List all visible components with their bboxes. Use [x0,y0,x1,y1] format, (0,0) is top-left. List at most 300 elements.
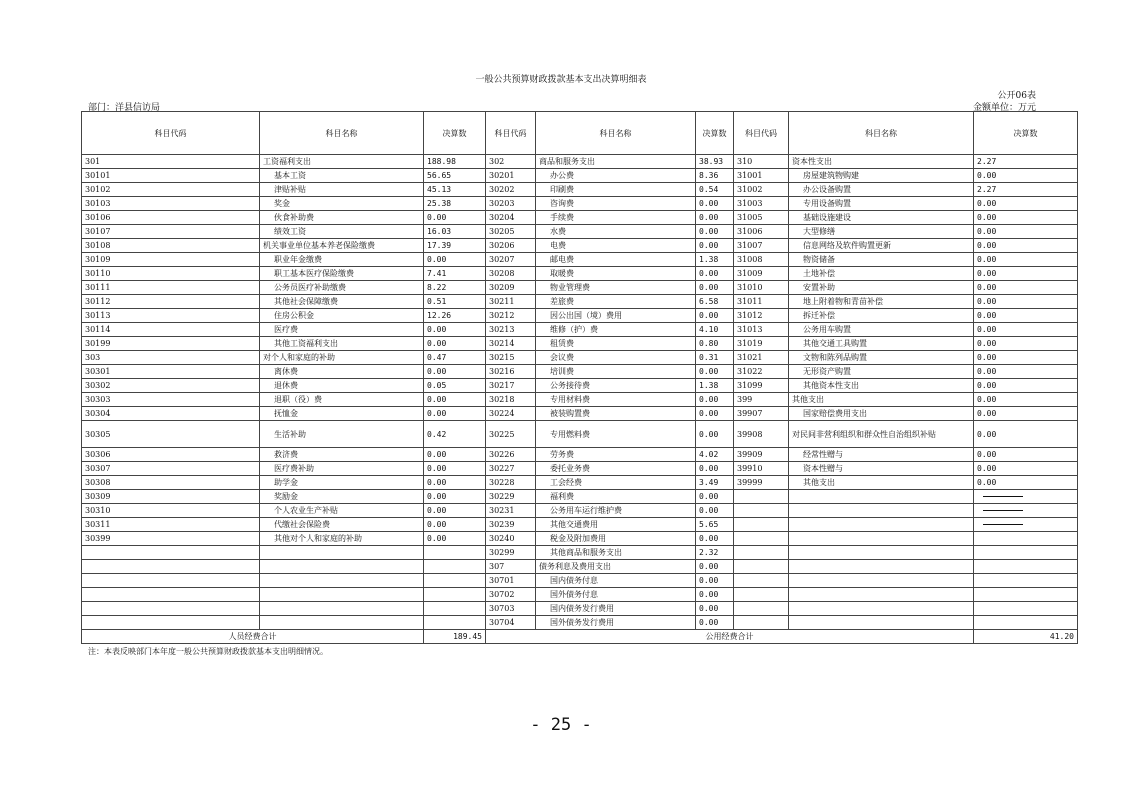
name-cell: 公务接待费 [536,379,696,393]
code-cell: 30114 [82,323,260,337]
name-cell [789,518,974,532]
table-row [82,351,1078,365]
amount-cell: 0.00 [696,462,734,476]
code-cell: 30101 [82,169,260,183]
name-cell: 国外债务付息 [536,588,696,602]
code-cell: 30205 [486,225,536,239]
name-cell [260,560,424,574]
amount-cell: 0.00 [696,616,734,630]
code-cell: 31001 [734,169,789,183]
code-cell: 31010 [734,281,789,295]
code-cell: 31021 [734,351,789,365]
name-cell [260,616,424,630]
expenditure-detail-table [81,111,1078,644]
table-row [82,393,1078,407]
amount-cell: 0.00 [974,281,1078,295]
code-cell [82,602,260,616]
code-cell: 30309 [82,490,260,504]
amount-cell: 0.00 [974,421,1078,448]
name-cell: 拆迁补偿 [789,309,974,323]
code-cell: 31002 [734,183,789,197]
name-cell: 物业管理费 [536,281,696,295]
name-cell [789,602,974,616]
amount-cell: 0.00 [696,588,734,602]
amount-cell: 0.00 [696,421,734,448]
name-cell: 无形资产购置 [789,365,974,379]
code-cell: 30226 [486,448,536,462]
name-cell: 其他商品和服务支出 [536,546,696,560]
amount-cell: 0.00 [424,476,486,490]
code-cell: 30302 [82,379,260,393]
header-cell: 决算数 [974,112,1078,155]
table-row [82,616,1078,630]
name-cell: 维修（护）费 [536,323,696,337]
amount-cell: 0.54 [696,183,734,197]
amount-cell: 0.00 [424,211,486,225]
code-cell: 30307 [82,462,260,476]
table-note: 注：本表反映部门本年度一般公共预算财政拨款基本支出明细情况。 [88,647,328,656]
amount-cell: 188.98 [424,155,486,169]
code-cell: 30702 [486,588,536,602]
name-cell: 经常性赠与 [789,448,974,462]
table-row [82,602,1078,616]
code-cell: 30228 [486,476,536,490]
amount-cell: 56.65 [424,169,486,183]
header-cell: 科目名称 [789,112,974,155]
code-cell: 30112 [82,295,260,309]
code-cell [734,532,789,546]
dash-line [983,524,1023,525]
amount-cell [424,546,486,560]
code-cell [82,560,260,574]
amount-cell: 0.00 [696,267,734,281]
name-cell: 对个人和家庭的补助 [260,351,424,365]
amount-cell: 7.41 [424,267,486,281]
name-cell: 咨询费 [536,197,696,211]
header-cell: 科目代码 [486,112,536,155]
table-code: 公开06表 [997,91,1036,101]
code-cell [82,588,260,602]
table-row [82,267,1078,281]
amount-cell [424,560,486,574]
amount-cell: 0.00 [424,504,486,518]
name-cell: 办公费 [536,169,696,183]
table-row [82,225,1078,239]
code-cell: 30308 [82,476,260,490]
amount-cell: 0.00 [974,393,1078,407]
code-cell: 310 [734,155,789,169]
table-row [82,476,1078,490]
code-cell: 301 [82,155,260,169]
name-cell: 国内债务发行费用 [536,602,696,616]
table-row [82,490,1078,504]
name-cell: 福利费 [536,490,696,504]
header-cell: 科目名称 [536,112,696,155]
amount-cell [424,574,486,588]
amount-cell [974,546,1078,560]
name-cell: 被装购置费 [536,407,696,421]
report-title: 一般公共预算财政拨款基本支出决算明细表 [475,75,647,85]
amount-cell: 4.10 [696,323,734,337]
amount-cell: 0.00 [974,379,1078,393]
name-cell [260,546,424,560]
table-row [82,588,1078,602]
amount-cell: 0.00 [696,309,734,323]
name-cell: 房屋建筑物购建 [789,169,974,183]
header-cell: 决算数 [696,112,734,155]
table-row [82,337,1078,351]
amount-cell: 0.00 [974,337,1078,351]
table-row [82,532,1078,546]
table-row [82,253,1078,267]
code-cell: 31006 [734,225,789,239]
table-row [82,309,1078,323]
name-cell: 债务利息及费用支出 [536,560,696,574]
header-cell: 决算数 [424,112,486,155]
amount-cell: 0.00 [974,448,1078,462]
table-row [82,281,1078,295]
table-row [82,197,1078,211]
code-cell: 30701 [486,574,536,588]
amount-cell: 45.13 [424,183,486,197]
amount-cell: 0.00 [696,574,734,588]
name-cell: 其他交通工具购置 [789,337,974,351]
name-cell: 印刷费 [536,183,696,197]
amount-unit-label: 金额单位：万元 [972,103,1036,113]
amount-cell: 0.00 [424,532,486,546]
code-cell: 31022 [734,365,789,379]
personnel-total-label: 人员经费合计 [82,630,424,644]
code-cell: 30212 [486,309,536,323]
code-cell [734,616,789,630]
header-cell: 科目代码 [734,112,789,155]
code-cell: 30201 [486,169,536,183]
code-cell [734,490,789,504]
amount-cell: 0.00 [424,518,486,532]
amount-cell: 2.32 [696,546,734,560]
name-cell [260,588,424,602]
code-cell [734,504,789,518]
amount-cell: 0.00 [974,365,1078,379]
code-cell: 30231 [486,504,536,518]
name-cell: 劳务费 [536,448,696,462]
code-cell [734,518,789,532]
amount-cell: 8.22 [424,281,486,295]
name-cell [789,616,974,630]
amount-cell: 0.00 [696,239,734,253]
name-cell: 住房公积金 [260,309,424,323]
code-cell: 30703 [486,602,536,616]
name-cell: 地上附着物和青苗补偿 [789,295,974,309]
name-cell: 土地补偿 [789,267,974,281]
name-cell: 其他社会保障缴费 [260,295,424,309]
amount-cell [974,616,1078,630]
name-cell: 其他交通费用 [536,518,696,532]
name-cell: 租赁费 [536,337,696,351]
code-cell: 30108 [82,239,260,253]
table-row [82,169,1078,183]
amount-cell: 0.00 [974,211,1078,225]
amount-cell: 0.00 [974,462,1078,476]
name-cell: 其他资本性支出 [789,379,974,393]
amount-cell: 0.00 [974,323,1078,337]
code-cell: 31012 [734,309,789,323]
name-cell: 安置补助 [789,281,974,295]
amount-cell [974,518,1078,532]
code-cell: 30107 [82,225,260,239]
code-cell: 30199 [82,337,260,351]
table-row [82,365,1078,379]
table-row [82,518,1078,532]
amount-cell: 0.00 [424,323,486,337]
code-cell: 30229 [486,490,536,504]
name-cell: 职工基本医疗保险缴费 [260,267,424,281]
code-cell: 30103 [82,197,260,211]
name-cell: 退职（役）费 [260,393,424,407]
amount-cell [974,574,1078,588]
code-cell: 30214 [486,337,536,351]
code-cell: 30216 [486,365,536,379]
table-row [82,239,1078,253]
code-cell: 30203 [486,197,536,211]
amount-cell: 1.38 [696,253,734,267]
name-cell: 奖励金 [260,490,424,504]
name-cell: 绩效工资 [260,225,424,239]
table-row [82,295,1078,309]
name-cell: 生活补助 [260,421,424,448]
code-cell: 31005 [734,211,789,225]
name-cell: 工资福利支出 [260,155,424,169]
name-cell: 代缴社会保险费 [260,518,424,532]
header-cell: 科目名称 [260,112,424,155]
name-cell: 大型修缮 [789,225,974,239]
name-cell: 伙食补助费 [260,211,424,225]
personnel-total-value: 189.45 [424,630,486,644]
code-cell: 30209 [486,281,536,295]
code-cell [734,588,789,602]
code-cell: 30224 [486,407,536,421]
amount-cell [424,588,486,602]
table-row [82,421,1078,448]
code-cell: 31008 [734,253,789,267]
code-cell [734,574,789,588]
name-cell: 专用设备购置 [789,197,974,211]
code-cell: 30204 [486,211,536,225]
table-row [82,155,1078,169]
name-cell: 公务员医疗补助缴费 [260,281,424,295]
department-label: 部门：洋县信访局 [88,103,161,113]
table-row [82,462,1078,476]
name-cell: 差旅费 [536,295,696,309]
amount-cell: 0.51 [424,295,486,309]
code-cell: 30102 [82,183,260,197]
code-cell: 30704 [486,616,536,630]
code-cell: 30299 [486,546,536,560]
code-cell: 30218 [486,393,536,407]
name-cell: 资本性支出 [789,155,974,169]
name-cell: 培训费 [536,365,696,379]
code-cell: 30303 [82,393,260,407]
amount-cell: 0.00 [974,169,1078,183]
code-cell: 30306 [82,448,260,462]
amount-cell [974,532,1078,546]
amount-cell: 0.00 [974,309,1078,323]
public-total-label: 公用经费合计 [486,630,974,644]
code-cell: 30311 [82,518,260,532]
name-cell: 个人农业生产补贴 [260,504,424,518]
amount-cell: 4.02 [696,448,734,462]
name-cell: 机关事业单位基本养老保险缴费 [260,239,424,253]
name-cell: 文物和陈列品购置 [789,351,974,365]
amount-cell: 25.38 [424,197,486,211]
code-cell: 30305 [82,421,260,448]
name-cell: 其他支出 [789,476,974,490]
code-cell: 30207 [486,253,536,267]
amount-cell: 0.00 [974,253,1078,267]
code-cell: 30202 [486,183,536,197]
name-cell: 救济费 [260,448,424,462]
public-total-value: 41.20 [974,630,1078,644]
code-cell: 31019 [734,337,789,351]
name-cell: 办公设备购置 [789,183,974,197]
code-cell: 31003 [734,197,789,211]
amount-cell: 0.00 [696,602,734,616]
table-row [82,211,1078,225]
amount-cell [974,588,1078,602]
amount-cell: 0.00 [696,211,734,225]
amount-cell [424,602,486,616]
name-cell: 电费 [536,239,696,253]
name-cell: 公务用车购置 [789,323,974,337]
amount-cell: 0.00 [974,407,1078,421]
amount-cell: 0.00 [696,560,734,574]
amount-cell [424,616,486,630]
name-cell: 医疗费 [260,323,424,337]
name-cell: 水费 [536,225,696,239]
amount-cell: 0.00 [974,267,1078,281]
code-cell: 30304 [82,407,260,421]
name-cell: 其他对个人和家庭的补助 [260,532,424,546]
amount-cell: 0.00 [974,476,1078,490]
code-cell: 30301 [82,365,260,379]
code-cell: 302 [486,155,536,169]
code-cell: 30225 [486,421,536,448]
name-cell: 对民间非营利组织和群众性自治组织补贴 [789,421,974,448]
amount-cell: 0.00 [696,365,734,379]
table-row [82,379,1078,393]
name-cell: 其他支出 [789,393,974,407]
code-cell: 303 [82,351,260,365]
page-number: - 25 - [530,715,592,735]
name-cell: 会议费 [536,351,696,365]
amount-cell [974,602,1078,616]
amount-cell: 0.00 [974,197,1078,211]
code-cell [82,616,260,630]
code-cell: 31013 [734,323,789,337]
amount-cell: 0.00 [696,532,734,546]
amount-cell: 0.80 [696,337,734,351]
table-header-row [82,112,1078,155]
code-cell [82,546,260,560]
name-cell: 商品和服务支出 [536,155,696,169]
code-cell: 30208 [486,267,536,281]
name-cell: 物资储备 [789,253,974,267]
amount-cell: 0.00 [974,351,1078,365]
name-cell: 职业年金缴费 [260,253,424,267]
amount-cell [974,560,1078,574]
code-cell [734,560,789,574]
name-cell [789,532,974,546]
amount-cell: 0.00 [974,225,1078,239]
table-row [82,323,1078,337]
table-row [82,574,1078,588]
name-cell: 手续费 [536,211,696,225]
name-cell: 其他工资福利支出 [260,337,424,351]
amount-cell: 1.38 [696,379,734,393]
name-cell: 国外债务发行费用 [536,616,696,630]
code-cell: 39908 [734,421,789,448]
amount-cell: 0.00 [696,281,734,295]
name-cell: 专用燃料费 [536,421,696,448]
amount-cell: 0.00 [974,239,1078,253]
amount-cell: 0.00 [696,504,734,518]
name-cell [789,504,974,518]
name-cell: 邮电费 [536,253,696,267]
amount-cell: 0.00 [974,295,1078,309]
name-cell: 委托业务费 [536,462,696,476]
table-row [82,504,1078,518]
code-cell: 30227 [486,462,536,476]
table-row [82,546,1078,560]
code-cell: 30111 [82,281,260,295]
code-cell: 30206 [486,239,536,253]
name-cell: 基本工资 [260,169,424,183]
name-cell: 信息网络及软件购置更新 [789,239,974,253]
name-cell: 专用材料费 [536,393,696,407]
amount-cell: 0.00 [424,393,486,407]
amount-cell: 2.27 [974,183,1078,197]
code-cell: 30215 [486,351,536,365]
code-cell: 39910 [734,462,789,476]
amount-cell: 0.00 [696,490,734,504]
table-row [82,183,1078,197]
amount-cell: 0.00 [424,490,486,504]
amount-cell: 0.42 [424,421,486,448]
amount-cell: 0.00 [696,407,734,421]
amount-cell: 0.00 [424,365,486,379]
code-cell: 31009 [734,267,789,281]
amount-cell: 0.31 [696,351,734,365]
dash-line [983,496,1023,497]
name-cell [789,490,974,504]
code-cell: 30239 [486,518,536,532]
code-cell: 31099 [734,379,789,393]
table-body [82,155,1078,630]
name-cell: 抚恤金 [260,407,424,421]
code-cell: 39999 [734,476,789,490]
totals-row [82,630,1078,644]
name-cell: 离休费 [260,365,424,379]
name-cell: 资本性赠与 [789,462,974,476]
code-cell: 30399 [82,532,260,546]
amount-cell: 16.03 [424,225,486,239]
amount-cell [974,504,1078,518]
amount-cell: 0.00 [696,393,734,407]
table-row [82,448,1078,462]
header-cell: 科目代码 [82,112,260,155]
name-cell [789,546,974,560]
name-cell: 退休费 [260,379,424,393]
